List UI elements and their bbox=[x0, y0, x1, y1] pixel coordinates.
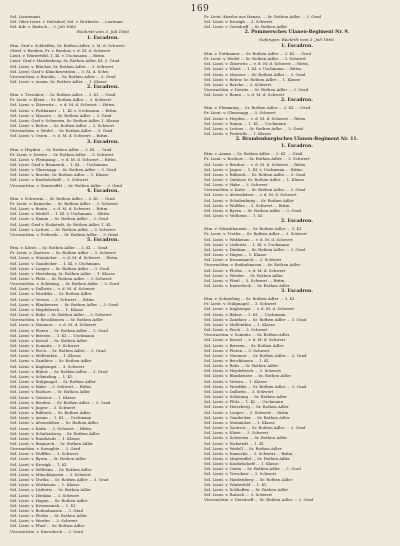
list-entry: Sel. Lieut. v. Bülow ... Sr. Rothen Adler ... 3. Grad bbox=[10, 368, 108, 374]
list-entry: Sel. Lieut. v. Knesebeck ... Sr. Rothen Adler bbox=[204, 282, 290, 288]
list-entry: Sel. Lieut. v. Bredow ... v. d. M. d. Schwert ... Rittm. bbox=[204, 161, 307, 167]
list-entry: Sel. Lieut. v. Wulffen ... 3. Schwert ... Rittm. bbox=[204, 202, 291, 208]
list-entry: Sel. Lieut. v. Flemming ... v. d. M. d. Schwert ... Rittm. bbox=[10, 156, 118, 162]
list-entry: Sel. Lieut. v. Plötz ... Sr. Rothen Adler ... 3. Schwert bbox=[10, 275, 112, 281]
list-entry: Sel. Lieut. v. Wedell ... Sr. Rothen Adler bbox=[204, 445, 282, 451]
section-heading: 5. Escadron. bbox=[87, 238, 119, 244]
section-heading: 2. Escadron. bbox=[87, 85, 119, 91]
list-entry: Pr. Lieut. v. Dewitz ... Sr. Rothen Adler ... 3. Schwert bbox=[10, 151, 114, 157]
list-entry: Vicewachtm. v. Somnitz ... Sr. Rothen Adler bbox=[204, 332, 290, 338]
list-entry: Sel. Lieut. v. Platen ... Sr. Rothen Adler ... 3. Grad bbox=[10, 327, 108, 333]
list-entry: Sel. Lieut. v. Glasenapp ... Sr. Rothen Adler ... 3. Grad bbox=[10, 167, 117, 173]
list-entry: Sel. Lieut. v. Heydebreck ... 3. Schwert bbox=[204, 368, 281, 374]
list-entry: Pr. Lieut. v. Trotha ... Sr. Rothen Adler ... 3. Schwert bbox=[204, 231, 307, 237]
list-entry: Sel. Lieut. Graf v. Eickstedt, Sr. Rothen Adler, 1. Kl. bbox=[10, 221, 112, 227]
list-entry: Rtm. v. Kleist ... Sr. Rothen Adler ... 3. Kl. ... Grad bbox=[10, 245, 108, 251]
list-entry: Sel. Lieut. v. Rohr ... Sr. Rothen Adler ... 3. Schwert bbox=[10, 312, 112, 318]
section-heading: 2. Pommersches Ulanen-Regiment Nr. 9. bbox=[244, 30, 350, 36]
list-entry: Sel. Lieut. v. Krusemarck ... 3. Schwert bbox=[204, 257, 282, 263]
page-number: 169 bbox=[190, 4, 210, 14]
section-heading: 2. Escadron. bbox=[281, 219, 313, 225]
list-entry: Pr. Lieut. v. Kleist ... Sr. Rothen Adler ... 3. Schwert bbox=[10, 97, 112, 103]
list-entry: Sel. Lieut. v. Byern ... Sr. Rothen Adler ... 3. Grad bbox=[204, 207, 302, 213]
list-entry: Sel. Lieut. v. Bodenhausen ... 3. Grad bbox=[10, 508, 84, 513]
column-right bbox=[204, 14, 390, 540]
list-entry: Rtm. v. Puttkamer ... Sr. Rothen Adler ... 3. Kl. ... Grad bbox=[204, 50, 311, 56]
list-entry: Sel. Lieut. v. Manteuffel ... Sr. Rothen Adler bbox=[204, 455, 290, 461]
section-heading: 2. Brandenburgisches Ulanen-Regiment Nr. 11. bbox=[235, 137, 359, 143]
list-entry: Sel. Lieut. v. Zitzewitz ... v. d. M. d. Schwert ... Rittm. bbox=[10, 102, 116, 108]
list-entry: Sel. Lieut. v. Wedell ... 1. Kl. v. Uschmann ... Rittm. bbox=[10, 211, 111, 217]
list-entry: Sel. Ober-Lieut. v. Dielsdorf, Sel. v. Horkeritz ... Leutnant bbox=[10, 19, 123, 25]
list-entry: Sel. Lieut. v. Rundstedt ... 1. Klasse bbox=[10, 435, 80, 441]
list-entry: Sel. Lieut. v. Werder ... Sr. Rothen Adler bbox=[204, 272, 283, 278]
list-entry: Sel. Lieut. v. Pirch ... 3. Schwert bbox=[204, 327, 268, 333]
list-entry: Sel. Lieut. v. Pirch ... Sr. Rothen Adler ... 3. Grad bbox=[10, 348, 106, 354]
list-entry: Sel. Lieut. v. Münchhausen ... 3. Schwert bbox=[10, 471, 91, 477]
list-entry: Vicewachtm. v. Brockhusen ... Sr. Rothen Adler bbox=[10, 317, 103, 323]
list-entry: Sel. Lieut. v. Podewils ... 1. Klasse bbox=[204, 131, 271, 137]
list-entry: Sel. Lieut. v. Heyden ... v. d. M. d. Schwert ... Rittm. bbox=[204, 115, 307, 121]
list-entry: Vicewachtm. v. Itzenplitz ... 3. Grad bbox=[10, 446, 81, 452]
list-entry: Sel. Lieut. v. Veltheim ... Sr. Rothen Adler bbox=[10, 466, 92, 472]
list-entry: Sel. Lieut. v. Kleist ... 1. Kl. v. Uschmann ... Rittm. bbox=[204, 66, 303, 72]
list-entry: Sel. Lieut. v. Steinäcker ... 1. Klasse bbox=[204, 419, 275, 425]
list-entry: Pr. Lieut. v. Wedel ... Sr. Rothen Adler ... 3. Schwert bbox=[204, 56, 306, 62]
list-entry: Sel. Lieut. v. Lettow ... Sr. Rothen Adler ... 3. Grad bbox=[204, 125, 304, 131]
list-entry: Sel. Lieut. v. Massow ... Sr. Rothen Adler ... 3. Grad bbox=[204, 71, 306, 77]
list-entry: Sel. Lieut. v. Ratisch ... 3. Schwert bbox=[204, 492, 272, 498]
section-heading: 2. Escadron. bbox=[281, 98, 313, 104]
list-entry: Sel. Lieut. v. Hardenberg ... Sr. Rothen Adler bbox=[204, 476, 293, 482]
list-entry: Sel. Lieut. v. Woedtke ... Sr. Rothen Adler ... 3. Grad bbox=[204, 383, 307, 389]
list-entry: Sel. Lieut. v. Dieskau ... Sr. Rothen Adler ... 3. Grad bbox=[204, 246, 306, 252]
list-entry: Vicewachtm. v. Bodenhausen ... Sr. Rothen Adler bbox=[204, 262, 301, 268]
list-entry: Sel. Lieut. Graf v. Schwerin, Sr. Rothen Adler, 1. Klasse bbox=[10, 117, 120, 123]
list-entry: Pr. Lieut. v. Stülpnagel ... 3. Schwert bbox=[204, 301, 277, 307]
list-entry: Vicewachtm. v. Schöning ... Sr. Rothen Adler ... 3. Grad bbox=[10, 281, 119, 287]
list-entry: Vicewachtm. v. Knesebeck ... 3. Grad bbox=[10, 528, 83, 534]
list-entry: Rtm. v. Heyden ... Sr. Rothen Adler ... 3. Kl. ... Grad bbox=[10, 146, 112, 152]
list-entry: Sel. Lieut. v. Massow ... Sr. Rothen Adler ... 3. Grad bbox=[10, 112, 112, 118]
list-entry: Sel. Lieut. v. Werder ... 3. Schwert bbox=[10, 518, 78, 524]
list-entry: Sel. Lieut. v. Gaudecker ... 1. Kl. v. Uschmann bbox=[10, 260, 100, 266]
section-heading: 3. Escadron. bbox=[281, 289, 313, 295]
list-entry: Sel. Lieut. v. Below ... Sr. Rothen Adler ... 3. Schwert bbox=[10, 123, 115, 129]
list-entry: Sel. Lieut. v. Kaphengst ... 3. Schwert bbox=[10, 363, 85, 369]
list-entry: Sel. Lieut. v. Arnim, Sr. Rothen Adler ... 1. Klasse bbox=[10, 78, 107, 84]
list-entry: Rtm. v. Münchhausen ... Sr. Rothen Adler ... 3. Kl. bbox=[204, 226, 303, 232]
list-entry: Sel. Lieut. v. Alvensleben ... Sr. Rothen Adler bbox=[10, 420, 99, 426]
list-entry: Pr. Lieut. Kessler aus Hanau, ... Sr. Rothen Adler ... 3. Grad bbox=[204, 14, 322, 19]
list-entry: Sel. Lieut. v. Ribbeck ... Sr. Rothen Adler bbox=[10, 410, 91, 416]
list-entry: Rtm. v. Schwerin ... Sr. Rothen Adler ... 3. Kl. ... Grad bbox=[10, 195, 115, 201]
list-entry: Sel. Lieut. v. Borcke ... 3. Schwert bbox=[204, 81, 272, 87]
list-entry: Sel. Lieut. v. Bismarck ... Sr. Rothen Adler bbox=[10, 440, 93, 446]
list-entry: Sel. Lieut. v. Quitzow, Sr. Rothen Adler ... 1. Klasse bbox=[204, 177, 305, 182]
list-entry: Sel. Lieut. v. Stülpnagel ... Sr. Rothen Adler bbox=[10, 379, 96, 385]
list-entry: Pr. Lieut. v. Glasenapp ... 3. Schwert bbox=[204, 110, 276, 116]
list-entry: Sel. Lieut. v. Lüderitz ... Sr. Rothen Adler bbox=[10, 487, 92, 493]
list-entry: Pr. Lieut. v. Zastrow ... Sr. Rothen Adler ... 3. Schwert bbox=[10, 250, 116, 256]
list-entry: Sel. Lieut. v. Bonin ... v. d. M. d. Schwert ... Rittm. bbox=[10, 206, 109, 212]
list-entry: Sel. Lieut. v. Jagow ... 3. Schwert bbox=[10, 404, 76, 410]
list-entry: Sel. Lieut. v. Veltheim ... 1. Kl. bbox=[204, 213, 264, 219]
list-entry: Sel. Lieut. v. Briesen ... Sr. Rothen Adler bbox=[204, 342, 284, 348]
list-entry: Sel. Lieut. v. Hertzberg, Sr. Rothen Adler ... 1. Klasse bbox=[10, 270, 115, 276]
list-entry: Sel. Lieut. v. Kaphengst ... v. d. M. d. Schwert bbox=[204, 306, 294, 312]
list-entry: Sel. Lieut. v. Blankensee ... Sr. Rothen Adler bbox=[204, 373, 292, 379]
list-entry: Pr. Lieut. v. Rochow ... Sr. Rothen Adler ... 3. Schwert bbox=[204, 156, 310, 162]
list-entry: Sel. Lieut. v. Krusemarck ... 1. Kl. bbox=[10, 502, 77, 508]
list-entry: Sel. Lieut. v. Briesen ... 1. Kl. ... Uschmann bbox=[10, 332, 95, 338]
section-heading: 4. Escadron. bbox=[87, 188, 119, 194]
section-heading: 1. Escadron. bbox=[281, 144, 313, 150]
list-entry: Sel. Lieut. v. Osten ... Sr. Rothen Adler ... 3. Grad bbox=[204, 466, 301, 472]
list-entry: Sel. Lieut. v. Knobelsdorff ... 1. Klasse bbox=[204, 461, 279, 467]
list-entry: Sel. Lieut. v. Zanthier ... Sr. Rothen Adler bbox=[10, 358, 92, 364]
list-entry: Sel. Lieut. v. Krosigk ... 3. Schwert bbox=[204, 19, 273, 25]
list-entry: Vicewachtm. v. Borcke, ... Sr. Rothen Adler ... 3. Grad bbox=[10, 73, 116, 79]
list-entry: Sel. Lieut. v. Dallwitz ... v. d. M. d. Schwert bbox=[10, 286, 95, 292]
list-entry: Vicewachtm. v. Podewils ... Sr. Rothen Adler ... 3. Grad bbox=[10, 231, 118, 237]
list-entry: Sel. Lieut. v. Mellenthin ... 1. Klasse bbox=[10, 353, 81, 359]
list-entry: Sel. Lieut. v. Zanthier ... Sr. Rothen Adler ... 3. Grad bbox=[204, 316, 307, 322]
list-entry: Sel. Lieut. v. Quitzow ... 1. Klasse bbox=[10, 394, 76, 400]
list-entry: Sel. Lieut. v. Krosigk ... 1. Kl. bbox=[10, 461, 68, 467]
list-entry: Sel. Lieut. v. Bonin ... v. d. M. d. Schwert bbox=[204, 92, 285, 98]
list-entry: Sel. Lieut. v. Lettow ... Sr. Rothen Adler ... 3. Schwert bbox=[10, 226, 116, 232]
list-entry: Sel. Lieut. Graf v. Klinckowström ... 3. M. d. Schw. bbox=[10, 68, 110, 74]
list-entry: Sel. Lieut. v. Borcke, Sr. Rothen Adler ... 1. Klasse bbox=[10, 172, 109, 178]
list-entry: Sel. Lieut. v. Loeper ... 3. Schwert ... Rittm. bbox=[204, 409, 290, 415]
list-entry: Sel. Lieut. v. Osten ... v. d. M. d. Schwert ... Rittm. bbox=[10, 133, 109, 139]
section-heading: 1. Escadron. bbox=[281, 43, 313, 49]
list-entry: Sel. Lieut. v. Byern ... Sr. Rothen Adler bbox=[10, 456, 87, 462]
list-entry: Sel. Lieut. v. Kessel ... v. d. M. d. Schwert bbox=[204, 337, 286, 343]
list-entry: Rtm. v. Schmeling ... Sr. Rothen Adler ... 3. Kl. bbox=[204, 296, 296, 302]
list-entry: Sel. Lieut. v. Steinäcker ... v. d. M. d. Schwert ... Rittm. bbox=[10, 255, 119, 261]
list-entry: Sel. Lieut. v. Blücher, Sr. Rothen Adler ... 3. Schwert bbox=[10, 63, 114, 69]
list-entry: Sel. Lieut. v. Schlieffen ... Sr. Rothen Adler bbox=[204, 486, 289, 492]
list-entry: Sel. Lieut. v. Gersdorff ... Sr. Rothen Adler bbox=[204, 24, 288, 30]
list-entry: Sel. Lieut. v. Platen ... 3. Schwert bbox=[204, 347, 270, 353]
list-entry: Sel. Lieut. v. Plotho ... v. d. M. d. Schwert bbox=[204, 267, 286, 273]
list-entry: Sel. Lieut. v. Schöning ... Sr. Rothen Adler bbox=[204, 394, 287, 400]
list-entry: Sel. Kdr. v. Ratisch ... 3. Juli 1866 bbox=[10, 24, 76, 30]
list-entry: Sel. Lieut. v. Bredow ... Sr. Rothen Adler ... 3. Grad bbox=[10, 399, 111, 405]
list-entry: Sel. Lieut. v. Zastrow ... Sr. Rothen Adler ... 3. Grad bbox=[204, 425, 306, 431]
list-entry: Sel. Lieut. v. Versen ... 1. Klasse bbox=[204, 378, 267, 384]
list-entry: Sel. Lieut. v. Pfuel ... 3. Schwert ... Rittm. bbox=[204, 277, 286, 283]
list-entry: Sel. Lieut. v. Plötz ... 1. Kl. ... Uschmann bbox=[204, 399, 284, 405]
list-entry: Sel. Lieut. v. Alvensleben ... v. d. M. d. Schwert bbox=[204, 192, 297, 198]
list-entry: Sel. Lieut. v. Schmeling ... 1. Kl. bbox=[10, 373, 73, 379]
list-entry: Sel. Lieut. v. Katte ... 3. Schwert ... Rittm. bbox=[10, 425, 93, 431]
list-entry: Vicewachtm. v. Manteuffel ... Sr. Rothen Adler ... 3. Grad bbox=[10, 182, 122, 188]
list-entry: Sel. Lieut. v. Hake ... 3. Schwert bbox=[204, 182, 268, 188]
list-entry: Sel. Lieut. v. Ramin ... Sr. Rothen Adler ... 3. Grad bbox=[10, 216, 109, 222]
list-entry: Sel. Lieut. v. Versen ... 3. Schwert ... Rittm. bbox=[10, 296, 95, 302]
list-entry: Sel. Lieut. v. Dallwitz ... 3. Schwert bbox=[204, 388, 274, 394]
list-entry: Vicewachtm. v. Gersdorff ... Sr. Rothen Adler ... 3. Grad bbox=[204, 497, 314, 503]
list-entry: Sel. Lieut. v. Ramin ... 1. Kl. ... Uschmann bbox=[204, 120, 287, 126]
list-entry: Sel. Lieut. v. Zitzewitz ... v. d. M. d. Schwert ... Rittm. bbox=[204, 61, 310, 67]
list-entry: Sel. Lieut. v. Ribbeck ... Sr. Rothen Adler ... 3. Grad bbox=[204, 171, 306, 177]
list-entry: Sel. Lieut. v. Winterfeld ... 1. Kl. bbox=[204, 481, 267, 487]
section-subheading: Gefangen: Rückritt vom 3. Juli 1866. bbox=[258, 37, 336, 43]
list-entry: Sel. Lieut. v. Loeper ... Sr. Rothen Adler ... 3. Grad bbox=[10, 265, 110, 271]
list-entry: Sel. Lieut. Graf v. Bismarck ... 1. Kl. ... Uschmann bbox=[10, 162, 108, 167]
list-entry: Sel. Lieut. v. Kamecke ... 3. Schwert ... Rittm. bbox=[204, 450, 294, 456]
list-entry: Sel. Lieut. v. Wulffen ... 3. Schwert bbox=[10, 451, 79, 457]
list-entry: Sel. Lieut. v. Kleist ... 3. Schwert bbox=[204, 430, 269, 436]
list-entry: Sel. Lieut. v. Wuthenau ... 1. Klasse bbox=[10, 482, 80, 488]
list-entry: Sel. Lieut. v. Below, Sr. Rothen Adler ... 1. Klasse bbox=[204, 76, 301, 82]
column-left bbox=[10, 14, 196, 540]
list-entry: Sel. Lieut. v. Knobelsdorff ... 3. Schwert bbox=[10, 177, 89, 183]
list-entry: Sel. Lieut. v. Brockhusen ... 1. Kl. bbox=[204, 358, 270, 363]
list-entry: Sel. Lieut. v. Puttkamer ... 1. Kl. v. Uschmann ... Rittm. bbox=[10, 107, 118, 113]
list-entry: Rtm. v. Flemming ... Sr. Rothen Adler ... 3. Kl. ... Grad bbox=[204, 105, 311, 111]
list-entry: Sel. Lieut. v. Blankensee ... Sr. Rothen Adler ... 3. Grad bbox=[10, 301, 119, 307]
section-subheading: Rückritt vom 3. Juli 1866 bbox=[76, 29, 130, 35]
list-entry: Pr. Lieut. v. Kamecke ... Sr. Rothen Adler ... 3. Schwert bbox=[10, 200, 118, 206]
list-entry: Sel. Lieut. v. Lüderitz ... 1. Kl. v. Uschmann bbox=[204, 241, 290, 247]
list-entry: Sel. Lieut. v. Schulenburg ... Sr. Rothen Adler bbox=[10, 430, 100, 436]
list-entry: Sel. Lieut. v. Natzmer ... v. d. M. d. Schwert bbox=[10, 322, 96, 328]
list-entry: Sel. Lieut. v. Bülow ... 1. Kl. ... Uschmann bbox=[204, 311, 286, 317]
list-entry: Sel. Lieut. v. Rochow ... Sr. Rothen Adler bbox=[10, 389, 91, 395]
list-entry: Sel. Lieut. v. Schulenburg ... Sr. Rothen Adler bbox=[204, 197, 294, 203]
list-entry: Sel. Lieut. v. Mellenthin ... 1. Klasse bbox=[204, 321, 275, 327]
list-entry: Sel. Lieut. v. Jagow ... 1. Kl. v. Uschmann ... Rittm. bbox=[204, 166, 303, 172]
list-entry: Sel. Lieut. v. Arnim ... 1. Kl. ... Uschmann bbox=[10, 415, 92, 421]
list-entry: Sel. Lieut. v. Pfuel ... Sr. Rothen Adler bbox=[10, 523, 85, 529]
list-entry: Sel. Lieut. v. Wuthenau ... v. d. M. d. Schwert bbox=[204, 236, 293, 242]
section-heading: 1. Escadron. bbox=[87, 35, 119, 41]
list-entry: Sel. Lieut. v. Hagen ... Sr. Rothen Adler bbox=[10, 497, 88, 503]
section-heading: 3. Escadron. bbox=[87, 139, 119, 145]
list-entry: Sel. Lieut. v. Natzmer ... Sr. Rothen Adler ... 3. Grad bbox=[204, 352, 307, 358]
list-entry: Sel. Lieut. v. Woedtke ... Sr. Rothen Adler bbox=[10, 291, 92, 297]
list-entry: Sel. Lieut. v. Gaudecker ... Sr. Rothen Adler bbox=[204, 414, 290, 420]
list-entry: Sel. Lieut. v. Trotha ... Sr. Rothen Adler ... 3. Grad bbox=[10, 477, 109, 483]
list-entry: Sel. Lieut. v. Eickstedt ... 1. Kl. bbox=[204, 440, 265, 446]
list-entry: Sel. Lieut. v. Schwerin ... Sr. Rothen Adler bbox=[204, 435, 288, 441]
list-entry: Sel. Lieut. v. Hagen ... 1. Klasse bbox=[204, 252, 267, 258]
columns bbox=[10, 14, 390, 540]
list-entry: Sel. Lieut. v. Hertzberg ... Sr. Rothen Adler bbox=[204, 404, 289, 410]
list-entry: Lieut. Graf v. Hardenberg, Sr. Rothen Adler, Kl. 3. Grad bbox=[10, 58, 120, 64]
list-entry: Sel. Lieutenant bbox=[10, 14, 41, 19]
list-entry: Vicewachtm. v. Katte ... Sr. Rothen Adler ... 3. Grad bbox=[204, 187, 306, 193]
list-entry: Sel. Lieut. v. Dieskau ... 3. Schwert bbox=[10, 492, 79, 498]
list-entry: Oberl. v. Bredow, Pr. v. Bredow, v. d. M. d. Schwert. bbox=[10, 48, 112, 54]
list-entry: Rtm. v. Arnim ... Sr. Rothen Adler ... 3. Kl. ... Grad bbox=[204, 151, 303, 157]
list-entry: Sel. Lieut. v. Heydebreck ... 1. Klasse bbox=[10, 306, 84, 312]
list-entry: Rtm. Graf v. Schlieffen, Sr. Rothen Adler. 3. M. d. Schwert. bbox=[10, 42, 126, 48]
list-entry: Sel. Lieut. v. Tresckow ... 3. Schwert bbox=[204, 471, 277, 477]
list-entry: Vicewachtm. v. Dewitz ... Sr. Rothen Adler ... 3. Grad bbox=[204, 86, 309, 92]
list-entry: Sel. Lieut. v. Rohr ... Sr. Rothen Adler bbox=[204, 363, 279, 369]
list-entry: Sel. Lieut. v. Plotho ... Sr. Rothen Adler bbox=[10, 513, 88, 519]
list-entry: Lieut. v. Winterfeld, 1. Kl. v. Uschmann ... Rittm. bbox=[10, 53, 106, 59]
list-entry: Sel. Lieut. v. Somnitz ... 3. Schwert bbox=[10, 343, 80, 348]
list-entry: Rtm. v. Tresckow ... Sr. Rothen Adler ... 3. Kl. ... Grad bbox=[10, 92, 116, 98]
list-entry: Vicewachtm. v. Wedel ... Sr. Rothen Adler ... 3. Grad bbox=[10, 128, 113, 134]
list-entry: Sel. Lieut. v. Kessel ... Sr. Rothen Adler bbox=[10, 337, 88, 343]
list-entry: Sel. Lieut. v. Hake ... 3. Schwert ... Rittm. bbox=[10, 384, 92, 390]
